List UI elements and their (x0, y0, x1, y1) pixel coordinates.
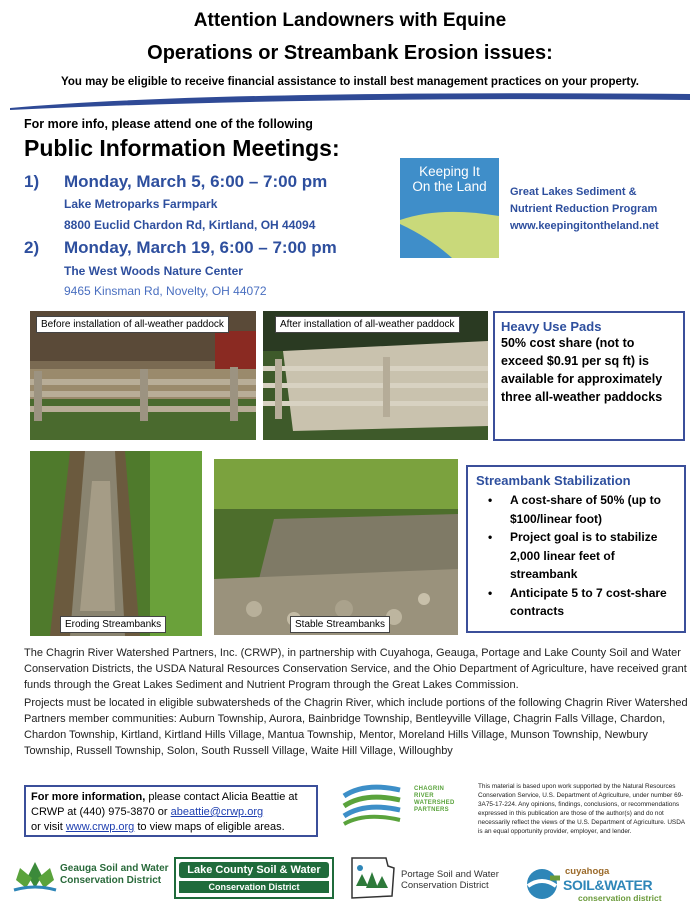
program-info (510, 184, 659, 235)
meeting-2-number: 2) (24, 238, 40, 257)
heavy-use-pads-box (493, 311, 685, 441)
kitl-logo-line1: Keeping It (419, 164, 480, 179)
bullet-2-line-2: 2,000 linear feet of (510, 548, 615, 563)
usda-disclaimer: This material is based upon work supported by the Natural Resources Conservation Service, U.S. Department of Agriculture, under number 69-3A75-17-224. Any opinions, findings, conclusions, or recommendations expressed in this publication are those of the author(s) and do not necessarily reflect the views of the U.S. Department of Agriculture. USDA is an equal opportunity provider, employer, and lender. (478, 783, 685, 835)
crwp-word-1: CHAGRIN (414, 786, 445, 792)
photo-stable-streambank (214, 459, 458, 635)
meeting-2-address: 9465 Kinsman Rd, Novelty, OH 44072 (64, 284, 267, 298)
streambank-title: Streambank Stabilization (476, 473, 631, 488)
program-line-2: Nutrient Reduction Program (510, 203, 658, 215)
photo-eroding-streambank (30, 451, 202, 636)
meeting-2-venue: The West Woods Nature Center (64, 264, 243, 278)
streambank-bullet-3 (476, 584, 680, 621)
body-paragraph-2: Projects must be located in eligible subwatersheds of the Chagrin River, which include portions of the following Chagrin River Watershed Partners member communities: Auburn Township, Aurora, Bainbridge Township, Bentleyville Village, Chagrin Falls Village, Chardon, Chardon Township, Kirtland, Kirtland Hills Village, Mantua Township, Mentor, Moreland Hills Village, Munson Township, Newbury Township, Russell Township, Solon, South Russell Village, Waite Hill Village, Willoughby (24, 697, 688, 757)
crwp-logo-text (414, 786, 455, 814)
portage-logo-icon (346, 856, 400, 900)
meeting-1-number: 1) (24, 172, 40, 191)
contact-email-link[interactable]: abeattie@crwp.org (170, 806, 264, 818)
geauga-line-1: Geauga Soil and Water (60, 863, 169, 874)
contact-text-3: or visit (31, 821, 66, 833)
bullet-2-line-3: streambank (510, 567, 578, 581)
caption-before: Before installation of all-weather paddock (36, 316, 229, 333)
contact-text-4: to view maps of eligible areas. (134, 821, 285, 833)
contact-bold: For more information, (31, 791, 146, 803)
title-line-1: Attention Landowners with Equine (193, 10, 507, 31)
heavy-use-line-2: exceed $0.91 per sq ft) is (501, 354, 649, 368)
lake-logo-line-2: Conservation District (179, 881, 329, 893)
bullet-1-line-2: $100/linear foot) (510, 511, 603, 526)
streambank-bullet-1 (476, 491, 680, 528)
caption-eroding: Eroding Streambanks (60, 616, 166, 633)
portage-line-2: Conservation District (401, 880, 489, 891)
caption-stable: Stable Streambanks (290, 616, 390, 633)
meeting-1-address: 8800 Euclid Chardon Rd, Kirtland, OH 44094 (64, 218, 316, 232)
streambank-bullet-2 (476, 528, 680, 584)
meeting-1-date: Monday, March 5, 6:00 – 7:00 pm (64, 172, 328, 191)
cuyahoga-sub-text: conservation district (578, 893, 662, 903)
crwp-word-3: WATERSHED (414, 800, 455, 806)
caption-after: After installation of all-weather paddock (275, 316, 460, 333)
heavy-use-line-4: three all-weather paddocks (501, 390, 663, 404)
keeping-it-on-the-land-logo (400, 158, 499, 258)
geauga-logo-text (60, 863, 169, 887)
meetings-intro: For more info, please attend one of the following (24, 117, 313, 131)
title-line-2: Operations or Streambank Erosion issues: (147, 42, 553, 64)
meeting-2-date: Monday, March 19, 6:00 – 7:00 pm (64, 238, 337, 257)
meeting-1-venue: Lake Metroparks Farmpark (64, 197, 218, 211)
heavy-use-title: Heavy Use Pads (501, 319, 602, 334)
meetings-heading: Public Information Meetings: (24, 135, 340, 161)
contact-text-2: CRWP at (440) 975-3870 or (31, 806, 171, 818)
cuyahoga-small-text: cuyahoga (565, 866, 610, 877)
lake-logo-line-1: Lake County Soil & Water (179, 862, 329, 878)
streambank-stabilization-box (466, 465, 686, 633)
portage-line-1: Portage Soil and Water (401, 869, 499, 880)
subtitle: You may be eligible to receive financial assistance to install best management practices on your property. (61, 76, 639, 88)
bullet-2-line-1: • Project goal is to stabilize (510, 530, 658, 544)
body-paragraph-1: The Chagrin River Watershed Partners, Inc. (CRWP), in partnership with Cuyahoga, Geauga, Portage and Lake County Soil and Water Conservation Districts, the USDA Natural Resources Conservation Service, and the Ohio Department of Agriculture, have received grant funds through the Great Lakes Sediment and Nutrient Program through the Great Lakes Commission. (24, 647, 687, 691)
bullet-3-line-2: contracts (510, 604, 565, 618)
contact-url-link[interactable]: www.crwp.org (65, 821, 135, 833)
crwp-word-2: RIVER (414, 793, 434, 799)
bullet-3-line-1: • Anticipate 5 to 7 cost-share (510, 585, 667, 600)
program-line-1: Great Lakes Sediment & (510, 186, 637, 198)
heavy-use-line-3: available for approximately (501, 372, 663, 386)
bullet-1-line-1: • A cost-share of 50% (up to (510, 493, 661, 507)
kitl-logo-line2: On the Land (412, 179, 487, 194)
program-url[interactable]: www.keepingitontheland.net (510, 220, 659, 232)
cuyahoga-big-text: SOIL&WATER (563, 877, 653, 893)
contact-text-1: please contact Alicia Beattie at (145, 791, 298, 803)
cuyahoga-logo-icon (524, 866, 562, 902)
contact-box (24, 785, 318, 837)
portage-logo-text (401, 869, 499, 891)
header-swoosh (10, 88, 690, 110)
geauga-line-2: Conservation District (60, 875, 162, 886)
heavy-use-line-1: 50% cost share (not to (501, 336, 635, 350)
crwp-word-4: PARTNERS (414, 807, 449, 813)
geauga-logo-icon (12, 858, 58, 896)
lake-county-logo (174, 857, 334, 899)
